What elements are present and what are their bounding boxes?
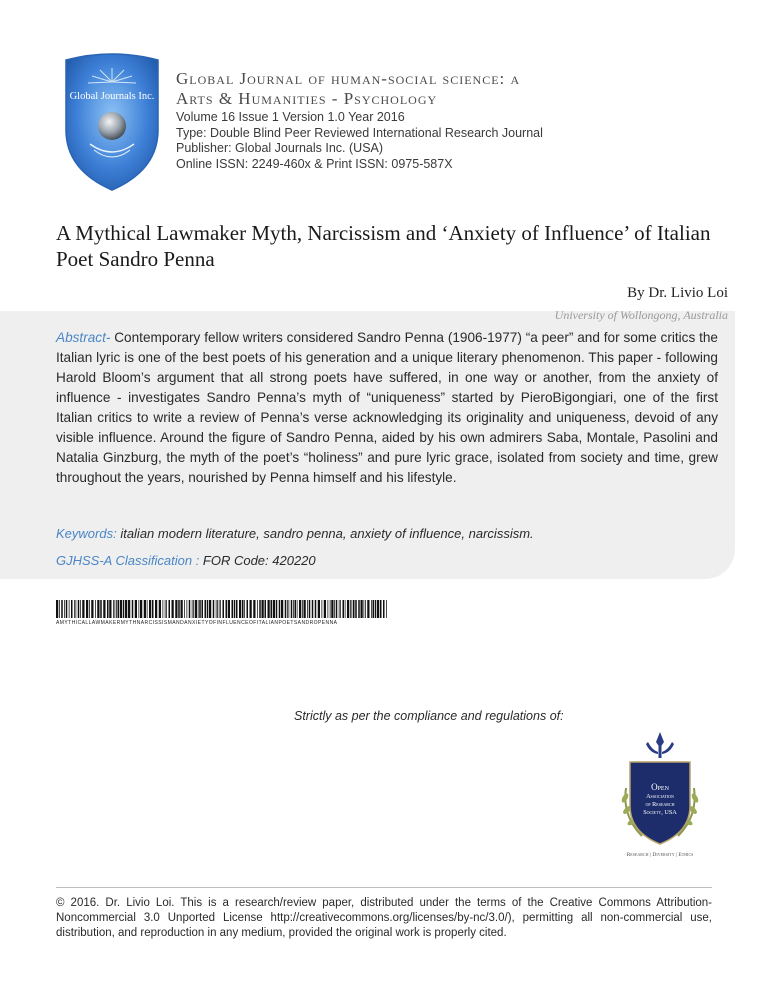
affiliation: University of Wollongong, Australia	[554, 308, 728, 322]
journal-title	[176, 69, 596, 109]
logo-label: Global Journals Inc.	[69, 91, 155, 102]
publisher: Publisher: Global Journals Inc. (USA)	[176, 141, 384, 155]
barcode	[56, 600, 388, 618]
classification-text: FOR Code: 420220	[199, 553, 316, 568]
journal-title-line2: Arts & Humanities - Psychology	[176, 89, 438, 108]
logo-line2: Association	[646, 793, 674, 800]
global-journals-logo	[60, 52, 164, 194]
logo-tagline: Research | Diversity | Ethics	[626, 852, 694, 858]
open-association-logo	[612, 728, 708, 864]
logo-line1: Open	[651, 782, 669, 792]
logo-line3: of Research	[645, 801, 675, 808]
abstract-text: Contemporary fellow writers considered Sandro Penna (1906-1977) “a peer” and for some critics the Italian lyric is one of the best poets of his generation and a unique literary phenomenon. This paper - following Harold Bloom’s argument that all strong poets have suffered, in one way or another, from the anxiety of influence - investigates Sandro Penna’s myth of “uniqueness” started by PieroBigongiari, one of the first Italian critics to write a review of Penna’s verse acknowledging its originality and uniqueness, devoid of any visible influence. Around the figure of Sandro Penna, aided by his own admirers Saba, Montale, Pasolini and Natalia Ginzburg, the myth of the poet’s “holiness” and pure lyric grace, isolated from society and time, grew throughout the years, nourished by Penna himself and his lifestyle.	[56, 330, 718, 485]
barcode-text: AMYTHICALLAWMAKERMYTHNARCISSISMANDANXIETYOFINFLUENCEOFITALIANPOETSANDROPENNA	[56, 620, 338, 626]
abstract-label: Abstract-	[56, 330, 111, 345]
paper-title: A Mythical Lawmaker Myth, Narcissism and ‘Anxiety of Influence’ of Italian Poet Sandro Penna	[56, 221, 711, 271]
logo-line4: Society, USA	[643, 809, 677, 816]
volume-info: Volume 16 Issue 1 Version 1.0 Year 2016	[176, 110, 405, 124]
compliance-text: Strictly as per the compliance and regulations of:	[294, 709, 564, 723]
classification-label: GJHSS-A Classification :	[56, 553, 200, 568]
footer-divider	[56, 887, 712, 888]
journal-title-line1: Global Journal of human-social science: a	[176, 69, 521, 88]
keywords-text: italian modern literature, sandro penna, anxiety of influence, narcissism.	[116, 526, 534, 541]
keywords-label: Keywords:	[56, 526, 117, 541]
journal-type: Type: Double Blind Peer Reviewed International Research Journal	[176, 125, 543, 140]
journal-meta	[176, 110, 596, 172]
abstract	[56, 328, 718, 488]
keywords	[56, 526, 718, 541]
classification	[56, 553, 718, 568]
author: By Dr. Livio Loi	[627, 285, 728, 301]
copyright-notice: © 2016. Dr. Livio Loi. This is a research/review paper, distributed under the terms of the Creative Commons Attribution-Noncommercial 3.0 Unported License http://creativecommons.org/licenses/by-nc/3.0/), permitting all non-commercial use, distribution, and reproduction in any medium, provided the original work is properly cited.	[56, 897, 712, 939]
issn: Online ISSN: 2249-460x & Print ISSN: 0975-587X	[176, 156, 453, 171]
